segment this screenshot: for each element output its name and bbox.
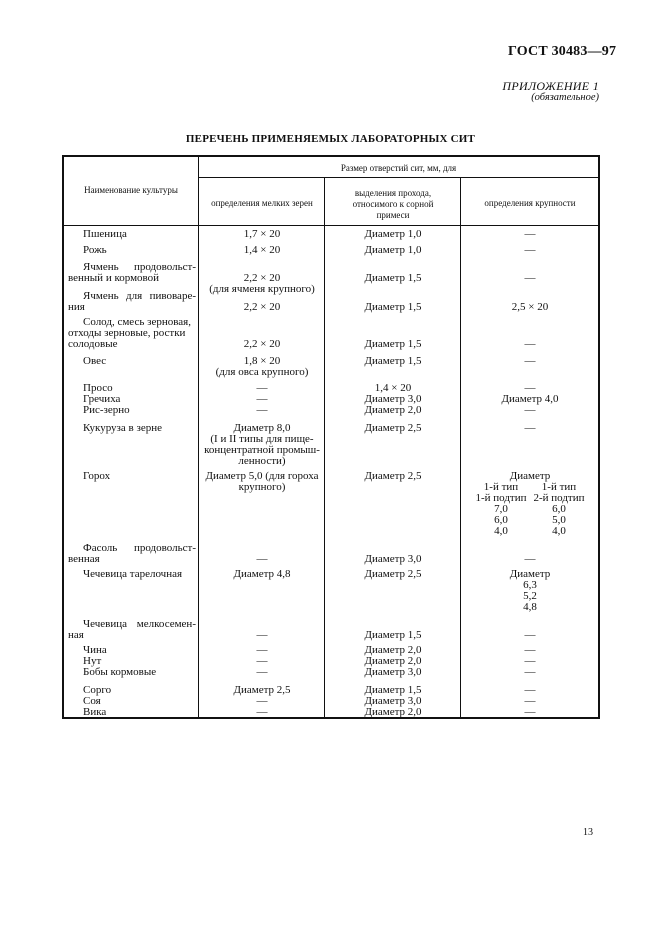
- fine-grain-value: (для ячменя крупного): [209, 283, 315, 295]
- size-value: 4,8: [523, 601, 537, 613]
- culture-name-line: Чечевица тарелочная: [83, 568, 183, 580]
- appendix-block: [502, 80, 599, 104]
- size-value: —: [524, 382, 536, 394]
- col-divider-2: [324, 178, 325, 717]
- pass-value: Диаметр 1,5: [364, 301, 422, 313]
- size-sieve: [462, 569, 598, 613]
- size-value: —: [524, 355, 536, 367]
- pass-value: Диаметр 2,0: [364, 404, 422, 416]
- size-value: 6,0: [494, 514, 508, 526]
- header-pass-line: относимого к сорной: [352, 199, 434, 209]
- fine-grain-sieve: [200, 471, 324, 493]
- culture-name: [68, 383, 196, 416]
- size-value: 5,0: [552, 514, 566, 526]
- pass-value: Диаметр 2,0: [364, 655, 422, 667]
- pass-sieve: [326, 273, 460, 284]
- fine-grain-value: —: [256, 666, 268, 678]
- size-sieve: [462, 645, 598, 678]
- header-fine: определения мелких зерен: [211, 198, 313, 208]
- size-value: —: [524, 666, 536, 678]
- pass-value: Диаметр 2,5: [364, 470, 422, 482]
- pass-value: Диаметр 1,5: [364, 629, 422, 641]
- fine-grain-sieve: [200, 383, 324, 416]
- pass-value: Диаметр 3,0: [364, 393, 422, 405]
- size-value: —: [524, 644, 536, 656]
- size-value: 6,0: [552, 503, 566, 515]
- fine-grain-sieve: [200, 630, 324, 641]
- fine-grain-value: —: [256, 655, 268, 667]
- culture-name-line: Просо: [83, 382, 113, 394]
- size-value: —: [524, 695, 536, 707]
- culture-name-line: Рожь: [83, 244, 107, 256]
- fine-grain-sieve: [200, 302, 324, 313]
- fine-grain-value: концентратной промыш-: [204, 444, 320, 456]
- appendix-title: ПРИЛОЖЕНИЕ 1: [502, 79, 599, 93]
- group-header-divider: [199, 177, 598, 178]
- culture-name-line: Овес: [83, 355, 107, 367]
- fine-grain-value: крупного): [238, 481, 286, 493]
- pass-value: Диаметр 2,0: [364, 644, 422, 656]
- fine-grain-value: 2,2 × 20: [243, 338, 281, 350]
- pass-sieve: [326, 302, 460, 313]
- size-sieve: [462, 339, 598, 350]
- pass-sieve: [326, 554, 460, 565]
- fine-grain-value: —: [256, 393, 268, 405]
- pass-sieve: [326, 471, 460, 482]
- size-value: 7,0: [494, 503, 508, 515]
- culture-name-line: Вика: [83, 706, 107, 718]
- culture-name: [68, 262, 196, 284]
- pass-value: Диаметр 1,0: [364, 228, 422, 240]
- pass-value: Диаметр 1,5: [364, 684, 422, 696]
- size-sieve: [462, 383, 598, 416]
- fine-grain-sieve: [200, 685, 324, 718]
- pass-value: Диаметр 2,0: [364, 706, 422, 718]
- size-value: 4,0: [552, 525, 566, 537]
- fine-grain-sieve: [200, 569, 324, 580]
- fine-grain-value: 2,2 × 20: [243, 272, 281, 284]
- pass-value: Диаметр 1,5: [364, 272, 422, 284]
- fine-grain-value: Диаметр 4,8: [233, 568, 291, 580]
- fine-grain-sieve: [200, 356, 324, 378]
- size-value: —: [524, 404, 536, 416]
- fine-grain-value: Диаметр 5,0 (для гороха: [205, 470, 319, 482]
- col-divider-1: [198, 157, 199, 717]
- size-value: —: [524, 422, 536, 434]
- pass-value: Диаметр 1,5: [364, 338, 422, 350]
- culture-name: [68, 619, 196, 641]
- size-value: 1-й тип: [541, 481, 577, 493]
- culture-name-line: Рис-зерно: [83, 404, 130, 416]
- pass-value: Диаметр 2,5: [364, 568, 422, 580]
- fine-grain-value: 2,2 × 20: [243, 301, 281, 313]
- size-sieve: [462, 356, 598, 367]
- fine-grain-value: —: [256, 629, 268, 641]
- fine-grain-value: —: [256, 553, 268, 565]
- size-value: —: [524, 244, 536, 256]
- fine-grain-value: Диаметр 8,0: [233, 422, 291, 434]
- size-value: 4,0: [494, 525, 508, 537]
- size-subcolumns-line: [462, 493, 598, 504]
- pass-sieve: [326, 630, 460, 641]
- culture-name: [68, 645, 196, 678]
- culture-name: [68, 423, 196, 434]
- pass-sieve: [326, 569, 460, 580]
- header-size: определения крупности: [484, 198, 576, 208]
- culture-name: [68, 685, 196, 718]
- pass-sieve: [326, 339, 460, 350]
- size-value: 1-й тип: [483, 481, 519, 493]
- pass-sieve: [326, 383, 460, 416]
- size-sieve: [462, 273, 598, 284]
- pass-value: Диаметр 2,5: [364, 422, 422, 434]
- culture-name-line: Фасоль продовольст-: [83, 542, 196, 554]
- size-subcolumns-line: [462, 526, 598, 537]
- pass-sieve: [326, 229, 460, 240]
- fine-grain-sieve: [200, 229, 324, 240]
- fine-grain-value: 1,8 × 20: [243, 355, 281, 367]
- culture-name-line: Солод, смесь зерновая,: [83, 316, 191, 328]
- culture-name-line: Горох: [83, 470, 111, 482]
- culture-name: [68, 471, 196, 482]
- pass-sieve: [326, 356, 460, 367]
- header-pass-line: примеси: [376, 210, 410, 220]
- header-culture: Наименование культуры: [84, 185, 178, 195]
- pass-value: Диаметр 3,0: [364, 553, 422, 565]
- fine-grain-sieve: [200, 245, 324, 256]
- size-sieve: [462, 685, 598, 718]
- size-value: —: [524, 228, 536, 240]
- pass-value: Диаметр 1,5: [364, 355, 422, 367]
- fine-grain-value: —: [256, 382, 268, 394]
- fine-grain-sieve: [200, 645, 324, 678]
- fine-grain-sieve: [200, 423, 324, 467]
- pass-value: Диаметр 3,0: [364, 666, 422, 678]
- pass-value: Диаметр 3,0: [364, 695, 422, 707]
- size-value: 1-й подтип: [475, 492, 527, 504]
- fine-grain-value: (I и II типы для пище-: [210, 433, 314, 445]
- culture-name: [68, 543, 196, 565]
- sieve-table: [62, 155, 600, 719]
- size-sieve: [462, 554, 598, 565]
- culture-name-line: Сорго: [83, 684, 112, 696]
- size-value: —: [524, 684, 536, 696]
- size-value: 6,3: [523, 579, 537, 591]
- culture-name: [68, 317, 196, 350]
- pass-sieve: [326, 685, 460, 718]
- culture-name-line: Ячмень продовольст-: [83, 261, 196, 273]
- size-sieve: [462, 245, 598, 256]
- size-value: —: [524, 553, 536, 565]
- size-sieve: [462, 229, 598, 240]
- culture-name-line: Кукуруза в зерне: [83, 422, 162, 434]
- size-value: 2,5 × 20: [511, 301, 549, 313]
- culture-name-line: венная: [68, 553, 100, 565]
- fine-grain-value: —: [256, 695, 268, 707]
- header-pass-line: выделения прохода,: [354, 188, 432, 198]
- fine-grain-value: ленности): [238, 455, 286, 467]
- culture-name: [68, 356, 196, 367]
- culture-name-line: солодовые: [68, 338, 118, 350]
- fine-grain-value: —: [256, 644, 268, 656]
- page-number: 13: [583, 827, 593, 838]
- culture-name: [68, 229, 196, 240]
- culture-name-line: Соя: [83, 695, 101, 707]
- size-sieve: [462, 423, 598, 434]
- culture-name: [68, 245, 196, 256]
- culture-name-line: Нут: [83, 655, 102, 667]
- fine-grain-value: 1,7 × 20: [243, 228, 281, 240]
- fine-grain-sieve: [200, 554, 324, 565]
- culture-name-line: отходы зерновые, ростки: [68, 327, 186, 339]
- size-sieve: [462, 630, 598, 641]
- size-subcolumns-line: [462, 504, 598, 515]
- size-value: —: [524, 655, 536, 667]
- pass-sieve: [326, 423, 460, 434]
- culture-name-line: Гречиха: [83, 393, 121, 405]
- pass-sieve: [326, 245, 460, 256]
- fine-grain-value: —: [256, 706, 268, 718]
- col-divider-3: [460, 178, 461, 717]
- header-pass: [326, 188, 460, 221]
- culture-name-line: Чина: [83, 644, 107, 656]
- size-sieve: [462, 302, 598, 313]
- fine-grain-value: —: [256, 404, 268, 416]
- fine-grain-value: (для овса крупного): [215, 366, 309, 378]
- header-group: Размер отверстий сит, мм, для: [340, 163, 457, 173]
- appendix-note: (обязательное): [531, 92, 599, 103]
- culture-name: [68, 569, 196, 580]
- standard-number: ГОСТ 30483—97: [508, 44, 617, 59]
- fine-grain-sieve: [200, 339, 324, 350]
- size-value: —: [524, 338, 536, 350]
- culture-name-line: ная: [68, 629, 84, 641]
- pass-value: 1,4 × 20: [374, 382, 412, 394]
- size-subcolumns-line: [462, 515, 598, 526]
- fine-grain-sieve: [200, 273, 324, 295]
- culture-name-line: Ячмень для пивоваре-: [83, 290, 196, 302]
- size-value: 5,2: [523, 590, 537, 602]
- pass-sieve: [326, 645, 460, 678]
- size-value: Диаметр: [509, 568, 551, 580]
- size-value: 2-й подтип: [533, 492, 585, 504]
- culture-name-line: Бобы кормовые: [83, 666, 157, 678]
- size-value: Диаметр 4,0: [501, 393, 559, 405]
- header-bottom-line: [64, 225, 598, 226]
- pass-value: Диаметр 1,0: [364, 244, 422, 256]
- culture-name-line: Чечевица мелкосемен-: [83, 618, 196, 630]
- fine-grain-value: 1,4 × 20: [243, 244, 281, 256]
- fine-grain-value: Диаметр 2,5: [233, 684, 291, 696]
- size-sieve: [462, 471, 598, 537]
- culture-name: [68, 291, 196, 313]
- size-value: Диаметр: [509, 470, 551, 482]
- culture-name-line: венный и кормовой: [68, 272, 160, 284]
- culture-name-line: Пшеница: [83, 228, 127, 240]
- page-title: ПЕРЕЧЕНЬ ПРИМЕНЯЕМЫХ ЛАБОРАТОРНЫХ СИТ: [185, 133, 476, 145]
- size-value: —: [524, 272, 536, 284]
- culture-name-line: ния: [68, 301, 85, 313]
- size-value: —: [524, 706, 536, 718]
- size-value: —: [524, 629, 536, 641]
